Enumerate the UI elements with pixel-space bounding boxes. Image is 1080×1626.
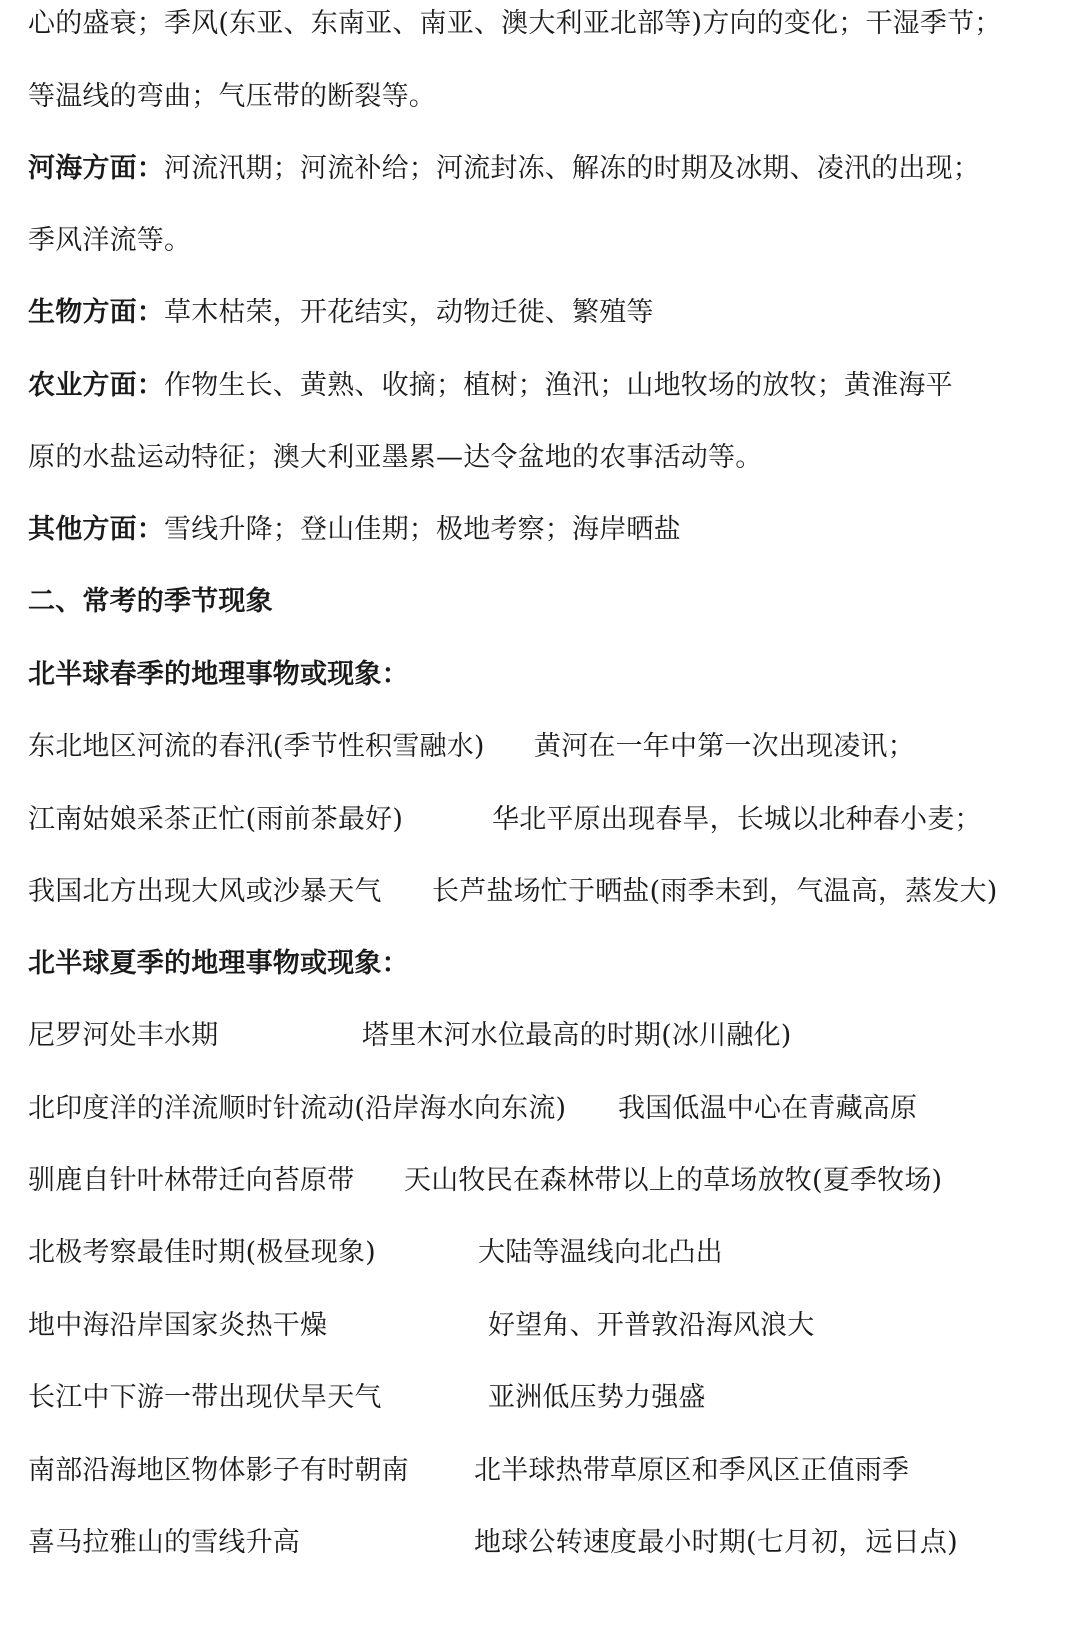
list-row — [28, 727, 1060, 767]
topic-text: 河流汛期；河流补给；河流封冻、解冻的时期及冰期、凌汛的出现； — [164, 153, 980, 184]
list-item: 江南姑娘采茶正忙(雨前茶最好) — [28, 804, 404, 835]
list-item: 东北地区河流的春汛(季节性积雪融水) — [28, 731, 485, 762]
list-row — [28, 1233, 1060, 1273]
list-row — [28, 872, 1060, 912]
list-item: 南部沿海地区物体影子有时朝南 — [28, 1455, 409, 1486]
summer-heading: 北半球夏季的地理事物或现象： — [28, 948, 409, 979]
list-item: 亚洲低压势力强盛 — [488, 1382, 706, 1413]
list-item: 尼罗河处丰水期 — [28, 1020, 219, 1051]
list-item: 长芦盐场忙于晒盐(雨季未到，气温高，蒸发大) — [432, 876, 998, 907]
list-item: 大陆等温线向北凸出 — [478, 1237, 723, 1268]
paragraph-line — [28, 510, 1060, 550]
list-row — [28, 800, 1060, 840]
paragraph-line — [28, 149, 1060, 189]
list-item: 黄河在一年中第一次出现凌讯； — [534, 731, 915, 762]
topic-label: 河海方面： — [28, 153, 164, 184]
list-item: 塔里木河水位最高的时期(冰川融化) — [362, 1020, 792, 1051]
list-item: 天山牧民在森林带以上的草场放牧(夏季牧场) — [404, 1165, 943, 1196]
list-item: 喜马拉雅山的雪线升高 — [28, 1527, 300, 1558]
list-item: 驯鹿自针叶林带迁向苔原带 — [28, 1165, 355, 1196]
paragraph-line: 原的水盐运动特征；澳大利亚墨累—达令盆地的农事活动等。 — [28, 442, 763, 473]
paragraph-line: 季风洋流等。 — [28, 225, 192, 256]
paragraph-line: 心的盛衰；季风(东亚、东南亚、南亚、澳大利亚北部等)方向的变化；干湿季节； — [28, 8, 1002, 39]
topic-text: 作物生长、黄熟、收摘；植树；渔汛；山地牧场的放牧；黄淮海平 — [164, 370, 953, 401]
list-item: 地球公转速度最小时期(七月初，远日点) — [474, 1527, 958, 1558]
paragraph-line: 等温线的弯曲；气压带的断裂等。 — [28, 81, 436, 112]
list-row — [28, 1306, 1060, 1346]
list-item: 我国低温中心在青藏高原 — [618, 1093, 918, 1124]
list-row — [28, 1089, 1060, 1129]
topic-text: 雪线升降；登山佳期；极地考察；海岸晒盐 — [164, 514, 681, 545]
list-item: 北极考察最佳时期(极昼现象) — [28, 1237, 376, 1268]
topic-label: 农业方面： — [28, 370, 164, 401]
list-item: 华北平原出现春旱，长城以北种春小麦； — [492, 804, 982, 835]
topic-label: 其他方面： — [28, 514, 164, 545]
list-item: 地中海沿岸国家炎热干燥 — [28, 1310, 328, 1341]
topic-label: 生物方面： — [28, 297, 164, 328]
spring-heading: 北半球春季的地理事物或现象： — [28, 659, 409, 690]
list-row — [28, 1016, 1060, 1056]
list-row — [28, 1523, 1060, 1563]
list-row — [28, 1161, 1060, 1201]
list-row — [28, 1451, 1060, 1491]
list-item: 我国北方出现大风或沙暴天气 — [28, 876, 382, 907]
list-item: 长江中下游一带出现伏旱天气 — [28, 1382, 382, 1413]
topic-text: 草木枯荣，开花结实，动物迁徙、繁殖等 — [164, 297, 654, 328]
paragraph-line — [28, 366, 1060, 406]
list-item: 好望角、开普敦沿海风浪大 — [488, 1310, 815, 1341]
section-heading: 二、常考的季节现象 — [28, 586, 273, 617]
list-row — [28, 1378, 1060, 1418]
paragraph-line — [28, 293, 1060, 333]
list-item: 北印度洋的洋流顺时针流动(沿岸海水向东流) — [28, 1093, 567, 1124]
list-item: 北半球热带草原区和季风区正值雨季 — [474, 1455, 910, 1486]
